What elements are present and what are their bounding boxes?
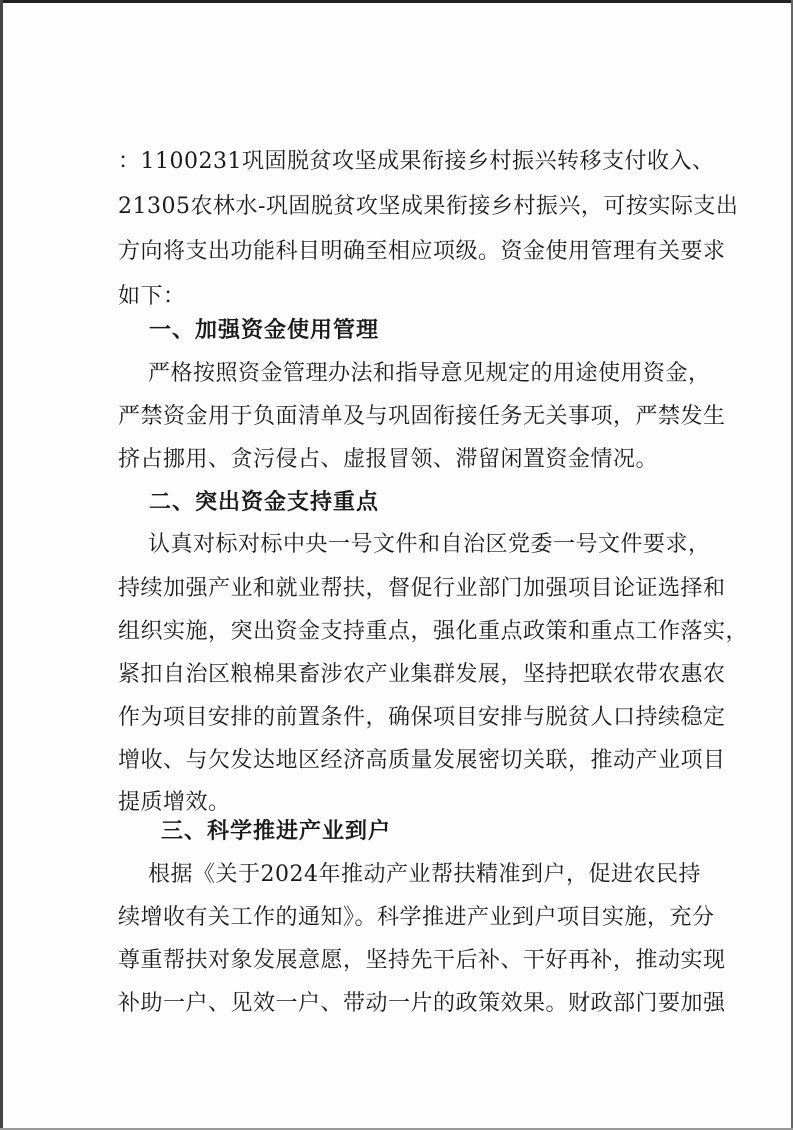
- section-1-heading: 一、加强资金使用管理: [149, 318, 380, 343]
- section-2-heading: 二、突出资金支持重点: [149, 490, 380, 515]
- section-2-line-4: 紧扣自治区粮棉果畜涉农产业集群发展，坚持把联农带农惠农: [118, 662, 726, 687]
- scan-edge-top: [0, 0, 793, 3]
- section-2-line-2: 持续加强产业和就业帮扶，督促行业部门加强项目论证选择和: [118, 576, 726, 601]
- section-1-line-1: 严格按照资金管理办法和指导意见规定的用途使用资金，: [148, 361, 711, 386]
- section-2-line-6: 增收、与欠发达地区经济高质量发展密切关联，推动产业项目: [118, 748, 726, 773]
- section-3-line-1: 根据《关于2024年推动产业帮扶精准到户，促进农民持: [148, 862, 701, 887]
- section-3-line-2: 续增收有关工作的通知》。科学推进产业到户项目实施，充分: [118, 905, 715, 930]
- section-3-line-4: 补助一户、见效一户、带动一片的政策效果。财政部门要加强: [118, 991, 726, 1016]
- section-2-line-1: 认真对标对标中央一号文件和自治区党委一号文件要求，: [148, 532, 711, 557]
- section-3-heading: 三、科学推进产业到户: [161, 819, 392, 844]
- scan-edge-left: [0, 0, 3, 1130]
- intro-line-1: ：1100231巩固脱贫攻坚成果衔接乡村振兴转移支付收入、: [118, 149, 715, 174]
- section-2-line-3: 组织实施，突出资金支持重点，强化重点政策和重点工作落实，: [118, 619, 749, 644]
- section-1-line-2: 严禁资金用于负面清单及与巩固衔接任务无关事项，严禁发生: [118, 404, 726, 429]
- section-2-line-7: 提质增效。: [118, 790, 231, 815]
- section-2-line-5: 作为项目安排的前置条件，确保项目安排与脱贫人口持续稳定: [118, 705, 726, 730]
- section-3-line-3: 尊重帮扶对象发展意愿，坚持先干后补、干好再补，推动实现: [118, 948, 726, 973]
- intro-line-4: 如下：: [118, 284, 186, 309]
- intro-line-2: 21305农林水-巩固脱贫攻坚成果衔接乡村振兴，可按实际支出: [118, 194, 739, 219]
- intro-line-3: 方向将支出功能科目明确至相应项级。资金使用管理有关要求: [118, 239, 726, 264]
- section-1-line-3: 挤占挪用、贪污侵占、虚报冒领、滞留闲置资金情况。: [118, 447, 659, 472]
